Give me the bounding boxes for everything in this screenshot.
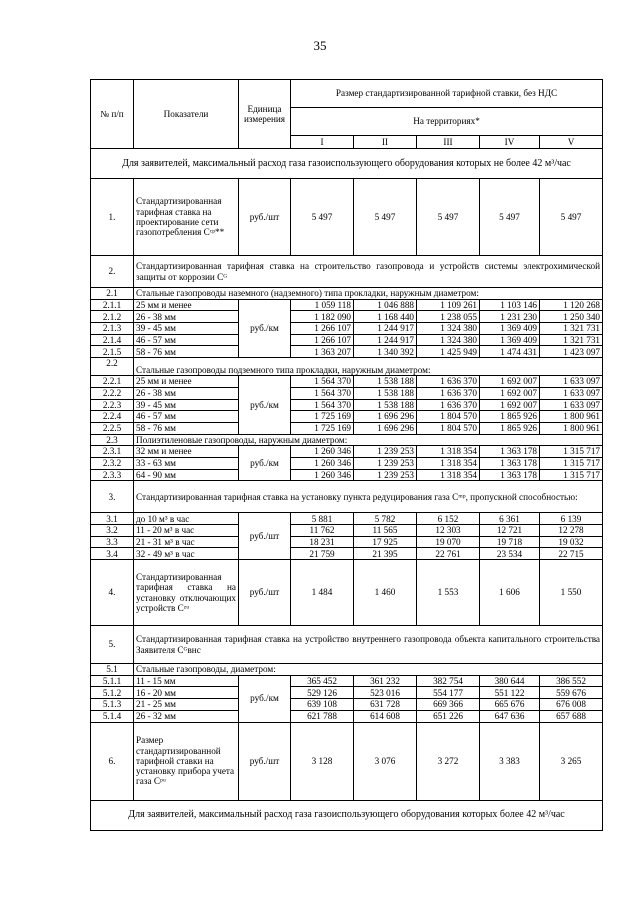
g51-num: 5.1 — [91, 664, 134, 676]
g21-r1-v2: 1 046 888 — [354, 299, 417, 311]
g3-r3-v1: 18 231 — [291, 536, 354, 548]
table-row — [91, 699, 603, 711]
g22-r5-v4: 1 865 926 — [480, 422, 540, 434]
g22-r1-v1: 1 564 370 — [291, 376, 354, 388]
row6-v3: 3 272 — [417, 722, 480, 800]
g23-r2-v1: 1 260 346 — [291, 457, 354, 469]
g51-r4-num: 5.1.4 — [91, 710, 134, 722]
g51-r2-num: 5.1.2 — [91, 687, 134, 699]
g23-num: 2.3 — [91, 434, 134, 446]
row1-v4: 5 497 — [480, 179, 540, 256]
g21-r2-v4: 1 231 230 — [480, 311, 540, 323]
g21-r5-v2: 1 340 392 — [354, 346, 417, 358]
g21-r5-v4: 1 474 431 — [480, 346, 540, 358]
g21-r1-v3: 1 109 261 — [417, 299, 480, 311]
g21-r1-num: 2.1.1 — [91, 299, 134, 311]
g51-r2-v4: 551 122 — [480, 687, 540, 699]
g22-r3-v4: 1 692 007 — [480, 399, 540, 411]
g3-r3-v2: 17 925 — [354, 536, 417, 548]
g21-r3-v5: 1 321 731 — [540, 323, 603, 335]
header-rate: Размер стандартизированной тарифной ставки, без НДС — [291, 80, 603, 108]
g3-r1-v4: 6 361 — [480, 513, 540, 525]
g22-r4-v3: 1 804 570 — [417, 411, 480, 423]
g23-r3-num: 2.3.3 — [91, 469, 134, 481]
g51-r1-v4: 380 644 — [480, 675, 540, 687]
territory-3: III — [417, 136, 480, 149]
g51-r2-v2: 523 016 — [354, 687, 417, 699]
g51-r1-label: 11 - 15 мм — [134, 675, 239, 687]
g51-r1-v2: 361 232 — [354, 675, 417, 687]
g22-r3-v3: 1 636 370 — [417, 399, 480, 411]
g21-r4-v3: 1 324 380 — [417, 334, 480, 346]
g51-r3-v5: 676 008 — [540, 699, 603, 711]
g23-r3-v2: 1 239 253 — [354, 469, 417, 481]
row4-unit: руб./шт — [239, 560, 291, 626]
g51-r1-num: 5.1.1 — [91, 675, 134, 687]
g51-r1-v3: 382 754 — [417, 675, 480, 687]
table-row — [91, 387, 603, 399]
g23-r2-v2: 1 239 253 — [354, 457, 417, 469]
g22-r4-v2: 1 696 296 — [354, 411, 417, 423]
g3-r2-v5: 12 278 — [540, 525, 603, 537]
g22-r1-v2: 1 538 188 — [354, 376, 417, 388]
g21-r2-v2: 1 168 440 — [354, 311, 417, 323]
g22-r3-v5: 1 633 097 — [540, 399, 603, 411]
table-row — [91, 346, 603, 358]
g22-r5-v2: 1 696 296 — [354, 422, 417, 434]
g51-r1-v1: 365 452 — [291, 675, 354, 687]
g21-r3-num: 2.1.3 — [91, 323, 134, 335]
table-row — [91, 323, 603, 335]
table-row — [91, 299, 603, 311]
g21-r3-v3: 1 324 380 — [417, 323, 480, 335]
g3-r3-num: 3.3 — [91, 536, 134, 548]
g22-r3-num: 2.2.3 — [91, 399, 134, 411]
g3-r4-v5: 22 715 — [540, 548, 603, 560]
g3-r1-label: до 10 м³ в час — [134, 513, 239, 525]
g3-r4-num: 3.4 — [91, 548, 134, 560]
g21-r3-v2: 1 244 917 — [354, 323, 417, 335]
row4-label: Стандартизированная тарифная ставка на установку отключающих устройств Сᶻᵘ — [134, 560, 239, 626]
g22-r4-v1: 1 725 169 — [291, 411, 354, 423]
g3-r2-label: 11 - 20 м³ в час — [134, 525, 239, 537]
g23-r3-v1: 1 260 346 — [291, 469, 354, 481]
g51-label: Стальные газопроводы, диаметром: — [134, 664, 603, 676]
g22-r5-num: 2.2.5 — [91, 422, 134, 434]
g21-r4-v4: 1 369 409 — [480, 334, 540, 346]
g23-r1-label: 32 мм и менее — [134, 446, 239, 458]
table-row — [91, 334, 603, 346]
g22-label: Стальные газопроводы подземного типа прокладки, наружным диаметром: — [134, 358, 603, 376]
g21-r2-label: 26 - 38 мм — [134, 311, 239, 323]
g22-unit: руб./км — [239, 376, 291, 434]
g21-r1-label: 25 мм и менее — [134, 299, 239, 311]
g21-r5-label: 58 - 76 мм — [134, 346, 239, 358]
g3-r4-v2: 21 395 — [354, 548, 417, 560]
g22-r3-v1: 1 564 370 — [291, 399, 354, 411]
g22-r1-v5: 1 633 097 — [540, 376, 603, 388]
row6-v2: 3 076 — [354, 722, 417, 800]
row6-v1: 3 128 — [291, 722, 354, 800]
g23-label: Полиэтиленовые газопроводы, наружным диаметром: — [134, 434, 603, 446]
row1-num: 1. — [91, 179, 134, 256]
territory-2: II — [354, 136, 417, 149]
row4-v3: 1 553 — [417, 560, 480, 626]
g22-r2-v5: 1 633 097 — [540, 387, 603, 399]
g3-r2-v4: 12 721 — [480, 525, 540, 537]
g21-r3-v4: 1 369 409 — [480, 323, 540, 335]
g3-r3-v3: 19 070 — [417, 536, 480, 548]
g3-r4-v4: 23 534 — [480, 548, 540, 560]
row4-v4: 1 606 — [480, 560, 540, 626]
section-top: Для заявителей, максимальный расход газа газоиспользующего оборудования которых не более 42 м³/час — [91, 149, 603, 179]
g21-label: Стальные газопроводы наземного (надземного) типа прокладки, наружным диаметром: — [134, 288, 603, 300]
g22-r4-label: 46 - 57 мм — [134, 411, 239, 423]
g22-r2-v3: 1 636 370 — [417, 387, 480, 399]
g51-r2-v5: 559 676 — [540, 687, 603, 699]
g23-r2-v5: 1 315 717 — [540, 457, 603, 469]
g3-r3-v4: 19 718 — [480, 536, 540, 548]
g23-unit: руб./км — [239, 446, 291, 481]
g3-r4-v3: 22 761 — [417, 548, 480, 560]
g22-r5-label: 58 - 76 мм — [134, 422, 239, 434]
g21-r5-v1: 1 363 207 — [291, 346, 354, 358]
row2-num: 2. — [91, 256, 134, 288]
g21-r5-v3: 1 425 949 — [417, 346, 480, 358]
g21-r1-v1: 1 059 118 — [291, 299, 354, 311]
g21-r5-num: 2.1.5 — [91, 346, 134, 358]
g22-r4-v4: 1 865 926 — [480, 411, 540, 423]
g3-r1-v2: 5 782 — [354, 513, 417, 525]
g3-r3-v5: 19 032 — [540, 536, 603, 548]
row6-unit: руб./шт — [239, 722, 291, 800]
territory-1: I — [291, 136, 354, 149]
table-row — [91, 411, 603, 423]
row6-num: 6. — [91, 722, 134, 800]
g51-r3-v1: 639 108 — [291, 699, 354, 711]
g3-r4-label: 32 - 49 м³ в час — [134, 548, 239, 560]
g22-r3-label: 39 - 45 мм — [134, 399, 239, 411]
row5-label: Стандартизированная тарифная ставка на устройство внутреннего газопровода объекта капитального строительства Заявителя Сᴳвнс — [134, 626, 603, 664]
table-row — [91, 457, 603, 469]
g22-r2-num: 2.2.2 — [91, 387, 134, 399]
g23-r2-num: 2.3.2 — [91, 457, 134, 469]
g22-r1-label: 25 мм и менее — [134, 376, 239, 388]
row1-unit: руб./шт — [239, 179, 291, 256]
g3-r2-v3: 12 303 — [417, 525, 480, 537]
g21-num: 2.1 — [91, 288, 134, 300]
g22-r3-v2: 1 538 188 — [354, 399, 417, 411]
table-row — [91, 675, 603, 687]
g51-r2-label: 16 - 20 мм — [134, 687, 239, 699]
g21-r5-v5: 1 423 097 — [540, 346, 603, 358]
g3-r1-v5: 6 139 — [540, 513, 603, 525]
g21-r1-v4: 1 103 146 — [480, 299, 540, 311]
table-row — [91, 311, 603, 323]
g22-r4-v5: 1 800 961 — [540, 411, 603, 423]
g51-r3-num: 5.1.3 — [91, 699, 134, 711]
g21-unit: руб./км — [239, 299, 291, 357]
g22-r2-v2: 1 538 188 — [354, 387, 417, 399]
g23-r3-v3: 1 318 354 — [417, 469, 480, 481]
table-row — [91, 710, 603, 722]
g23-r1-v1: 1 260 346 — [291, 446, 354, 458]
row4-v1: 1 484 — [291, 560, 354, 626]
page-number: 35 — [313, 38, 327, 53]
g23-r3-v4: 1 363 178 — [480, 469, 540, 481]
g23-r3-v5: 1 315 717 — [540, 469, 603, 481]
header-indicator: Показатели — [134, 80, 239, 149]
g22-r5-v3: 1 804 570 — [417, 422, 480, 434]
g3-r2-v2: 11 565 — [354, 525, 417, 537]
g23-r2-v3: 1 318 354 — [417, 457, 480, 469]
g3-r2-num: 3.2 — [91, 525, 134, 537]
row2-label: Стандартизированная тарифная ставка на строительство газопровода и устройств системы электрохимической защиты от коррозии Сᴳ — [134, 256, 603, 288]
g51-r4-v4: 647 636 — [480, 710, 540, 722]
header-territories: На территориях* — [291, 108, 603, 136]
row6-v4: 3 383 — [480, 722, 540, 800]
g23-r3-label: 64 - 90 мм — [134, 469, 239, 481]
g21-r2-v3: 1 238 055 — [417, 311, 480, 323]
g3-r1-num: 3.1 — [91, 513, 134, 525]
header-num: № п/п — [91, 80, 134, 149]
g51-r4-label: 26 - 32 мм — [134, 710, 239, 722]
table-row — [91, 548, 603, 560]
g22-r2-label: 26 - 38 мм — [134, 387, 239, 399]
tariff-table — [90, 79, 603, 831]
g3-r1-v3: 6 152 — [417, 513, 480, 525]
g3-r1-v1: 5 881 — [291, 513, 354, 525]
table-row — [91, 513, 603, 525]
row4-num: 4. — [91, 560, 134, 626]
g22-r1-v4: 1 692 007 — [480, 376, 540, 388]
g22-r5-v5: 1 800 961 — [540, 422, 603, 434]
row1-v3: 5 497 — [417, 179, 480, 256]
table-row — [91, 422, 603, 434]
g22-num: 2.2 — [91, 358, 134, 376]
g51-r4-v2: 614 608 — [354, 710, 417, 722]
row3-num: 3. — [91, 481, 134, 513]
g21-r2-v1: 1 182 090 — [291, 311, 354, 323]
g51-r3-v4: 665 676 — [480, 699, 540, 711]
g21-r4-v5: 1 321 731 — [540, 334, 603, 346]
g3-r3-label: 21 - 31 м³ в час — [134, 536, 239, 548]
g23-r1-num: 2.3.1 — [91, 446, 134, 458]
g51-r1-v5: 386 552 — [540, 675, 603, 687]
table-row — [91, 399, 603, 411]
g51-r3-v2: 631 728 — [354, 699, 417, 711]
g51-unit: руб./км — [239, 675, 291, 722]
g23-r2-label: 33 - 63 мм — [134, 457, 239, 469]
table-row — [91, 469, 603, 481]
table-row — [91, 376, 603, 388]
g23-r1-v3: 1 318 354 — [417, 446, 480, 458]
row3-label: Стандартизированная тарифная ставка на установку пункта редуцирования газа Сᵐᵖ, пропускной способностью: — [134, 481, 603, 513]
g3-unit: руб./шт — [239, 513, 291, 560]
row6-label: Размер стандартизированной тарифной ставки на установку прибора учета газа Сᵖᵘ — [134, 722, 239, 800]
g22-r1-num: 2.2.1 — [91, 376, 134, 388]
g23-r2-v4: 1 363 178 — [480, 457, 540, 469]
row6-v5: 3 265 — [540, 722, 603, 800]
table-row — [91, 536, 603, 548]
g51-r4-v1: 621 788 — [291, 710, 354, 722]
g51-r4-v5: 657 688 — [540, 710, 603, 722]
territory-5: V — [540, 136, 603, 149]
g22-r5-v1: 1 725 169 — [291, 422, 354, 434]
row1-label: Стандартизированная тарифная ставка на проектирование сети газопотребления Сᶜᵖ** — [134, 179, 239, 256]
g22-r2-v4: 1 692 007 — [480, 387, 540, 399]
row1-v2: 5 497 — [354, 179, 417, 256]
g51-r3-v3: 669 366 — [417, 699, 480, 711]
row4-v2: 1 460 — [354, 560, 417, 626]
g21-r4-label: 46 - 57 мм — [134, 334, 239, 346]
g3-r2-v1: 11 762 — [291, 525, 354, 537]
g21-r3-label: 39 - 45 мм — [134, 323, 239, 335]
g23-r1-v4: 1 363 178 — [480, 446, 540, 458]
table-row — [91, 525, 603, 537]
row5-num: 5. — [91, 626, 134, 664]
g51-r3-label: 21 - 25 мм — [134, 699, 239, 711]
g51-r2-v3: 554 177 — [417, 687, 480, 699]
g21-r4-v1: 1 266 107 — [291, 334, 354, 346]
g21-r2-v5: 1 250 340 — [540, 311, 603, 323]
row1-v1: 5 497 — [291, 179, 354, 256]
g21-r3-v1: 1 266 107 — [291, 323, 354, 335]
g3-r4-v1: 21 759 — [291, 548, 354, 560]
g51-r2-v1: 529 126 — [291, 687, 354, 699]
table-row — [91, 687, 603, 699]
g22-r1-v3: 1 636 370 — [417, 376, 480, 388]
g51-r4-v3: 651 226 — [417, 710, 480, 722]
header-unit: Единица измерения — [239, 80, 291, 149]
row1-v5: 5 497 — [540, 179, 603, 256]
g22-r2-v1: 1 564 370 — [291, 387, 354, 399]
section-bottom: Для заявителей, максимальный расход газа газоиспользующего оборудования которых более 42 м³/час — [91, 800, 603, 830]
g21-r2-num: 2.1.2 — [91, 311, 134, 323]
g21-r4-num: 2.1.4 — [91, 334, 134, 346]
g22-r4-num: 2.2.4 — [91, 411, 134, 423]
g23-r1-v2: 1 239 253 — [354, 446, 417, 458]
g21-r1-v5: 1 120 268 — [540, 299, 603, 311]
row4-v5: 1 550 — [540, 560, 603, 626]
g21-r4-v2: 1 244 917 — [354, 334, 417, 346]
g23-r1-v5: 1 315 717 — [540, 446, 603, 458]
territory-4: IV — [480, 136, 540, 149]
table-row — [91, 446, 603, 458]
